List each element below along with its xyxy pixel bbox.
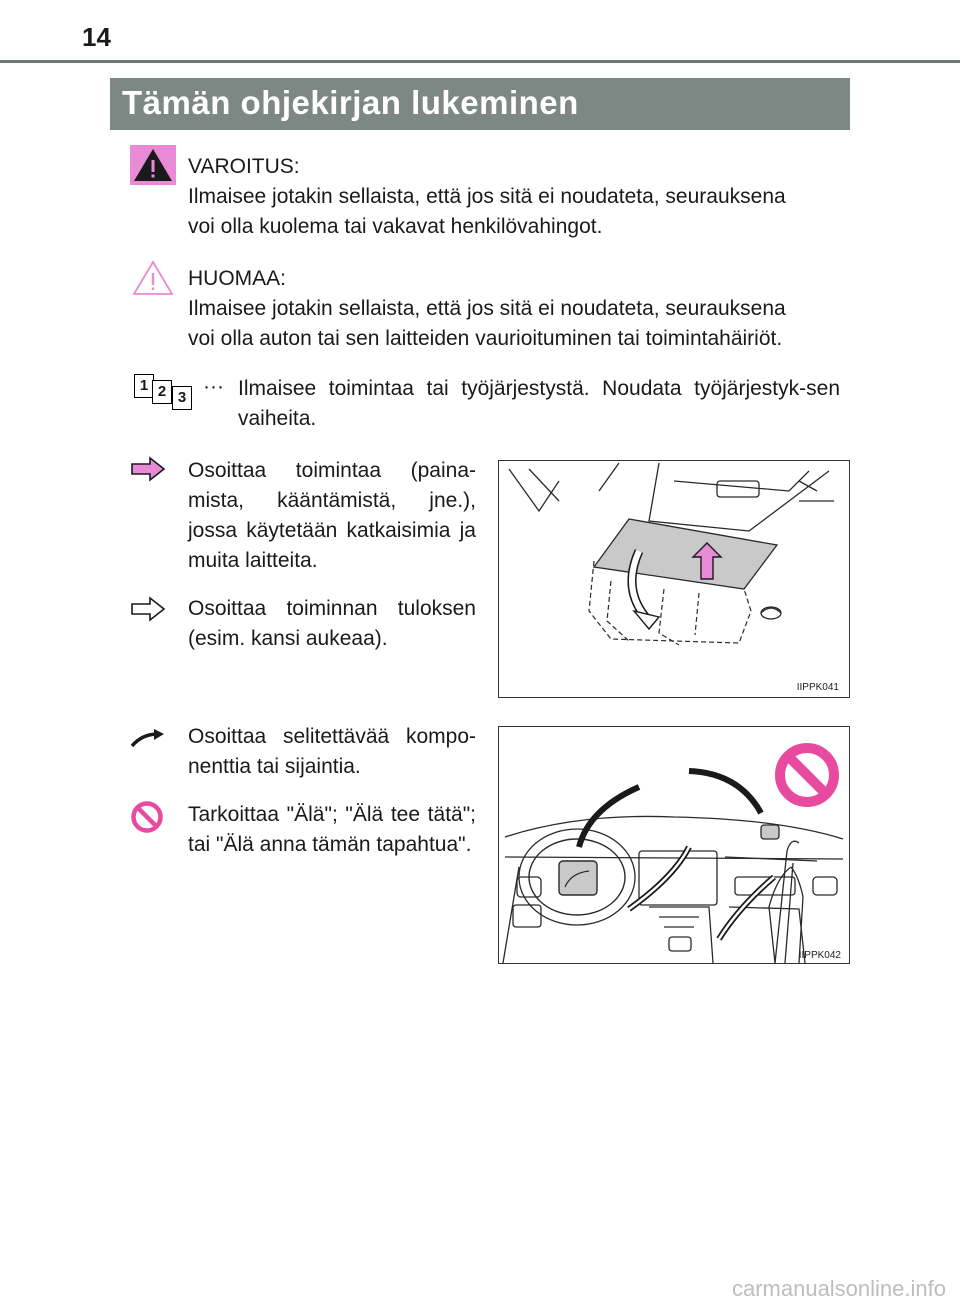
watermark-link[interactable]: carmanualsonline.info: [731, 1276, 946, 1301]
section-title: Tämän ohjekirjan lukeminen: [122, 84, 579, 121]
result-arrow-icon: [130, 596, 166, 622]
header-rule: [0, 60, 960, 63]
notice-line-2: voi olla auton tai sen laitteiden vaurioituminen tai toimintahäiriöt.: [188, 327, 783, 350]
action-arrow-text: Osoittaa toimintaa (paina-mista, kääntämistä, jne.), jossa käytetään katkaisimia ja muita laitteita.: [188, 459, 476, 572]
prohibition-text: Tarkoittaa "Älä"; "Älä tee tätä"; tai "Älä anna tämän tapahtua".: [188, 803, 476, 856]
figure-dashboard: [498, 726, 850, 964]
figure-code-1: IIPPK041: [796, 682, 839, 693]
pointer-arrow-text: Osoittaa selitettävää kompo-nenttia tai sijaintia.: [188, 725, 476, 778]
caution-icon: [130, 258, 176, 298]
figure-code-2: IIPPK042: [798, 950, 841, 961]
warning-icon: [130, 145, 176, 185]
dashboard-illustration: [499, 727, 849, 963]
notice-title: HUOMAA:: [188, 267, 287, 290]
pointer-arrow-icon: [128, 728, 166, 750]
overhead-console-illustration: [499, 461, 849, 697]
warning-line-1: Ilmaisee jotakin sellaista, että jos sitä ei noudateta, seurauksena: [188, 185, 786, 208]
steps-text: Ilmaisee toimintaa tai työjärjestystä. Noudata työjärjestyk-sen vaiheita.: [238, 377, 840, 430]
warning-line-2: voi olla kuolema tai vakavat henkilövahingot.: [188, 215, 603, 238]
result-arrow-text: Osoittaa toiminnan tuloksen (esim. kansi aukeaa).: [188, 597, 476, 650]
step-numbers-icon: 1 2 3: [134, 374, 204, 408]
step-dots: ···: [203, 375, 224, 398]
warning-title: VAROITUS:: [188, 155, 300, 178]
prohibition-icon: [130, 800, 164, 834]
figure-overhead-console: [498, 460, 850, 698]
action-arrow-icon: [130, 456, 166, 482]
page-number: 14: [82, 22, 111, 52]
notice-line-1: Ilmaisee jotakin sellaista, että jos sitä ei noudateta, seurauksena: [188, 297, 786, 320]
